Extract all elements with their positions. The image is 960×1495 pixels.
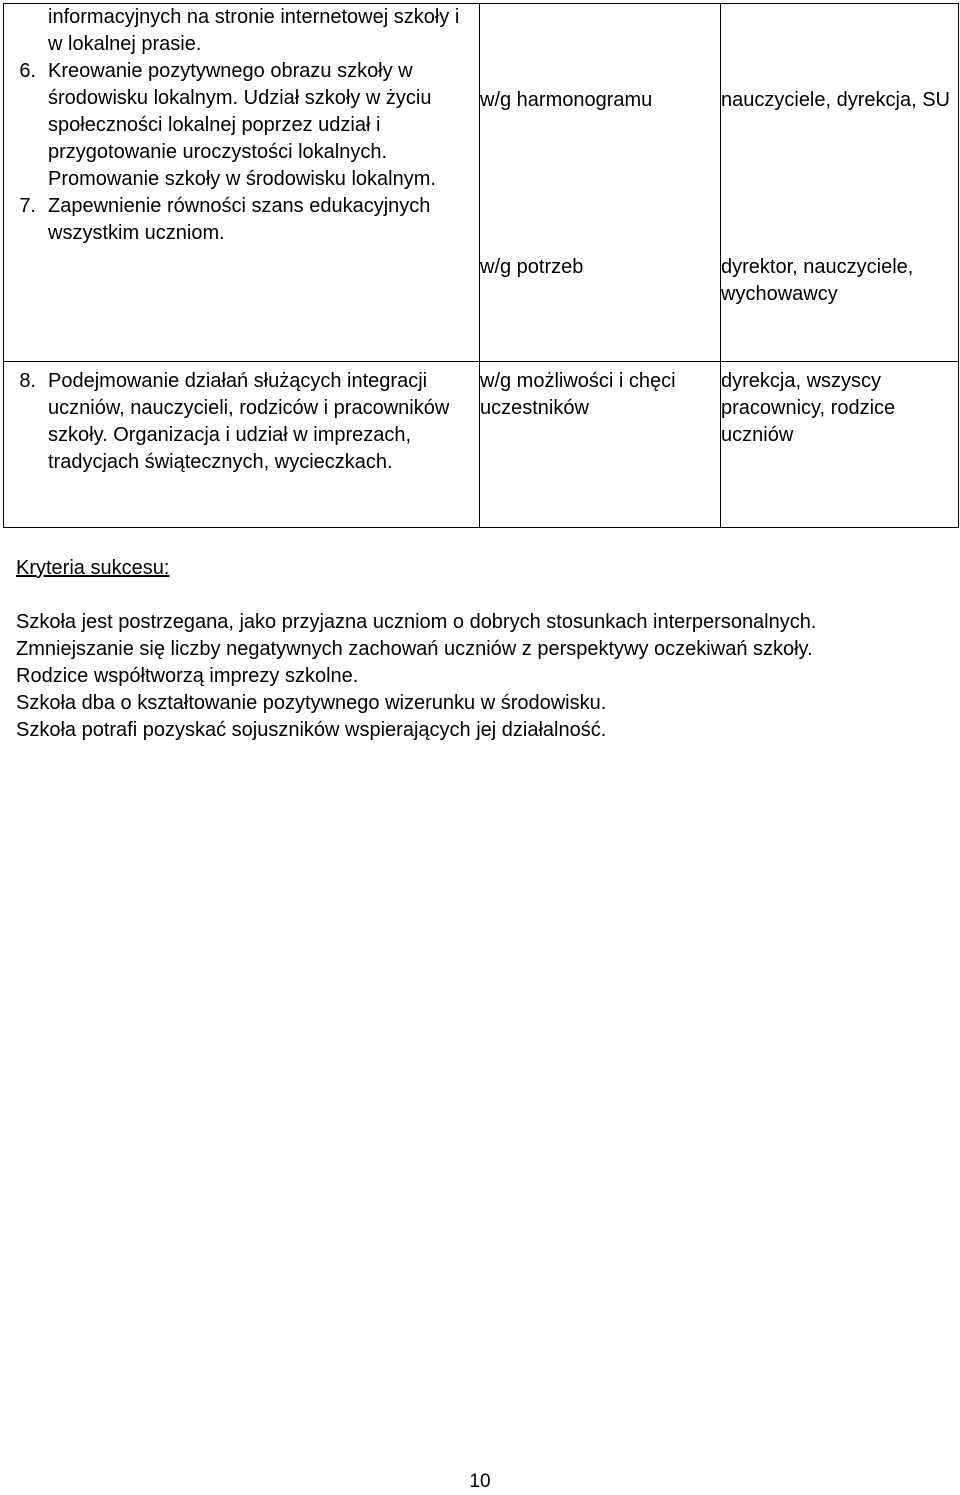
success-criteria-list — [16, 609, 946, 744]
task-continuation-text: informacyjnych na stronie internetowej szkoły i w lokalnej prasie. — [48, 6, 460, 55]
term-cell — [480, 4, 721, 362]
task-text: Zapewnienie równości szans edukacyjnych wszystkim uczniom. — [48, 195, 431, 244]
activity-plan-table — [3, 3, 959, 528]
task-item-7 — [4, 193, 479, 247]
list-item: Zmniejszanie się liczby negatywnych zachowań uczniów z perspektywy oczekiwań szkoły. — [16, 638, 813, 660]
list-item: Szkoła potrafi pozyskać sojuszników wspierających jej działalność. — [16, 719, 607, 741]
term-text: w/g potrzeb — [480, 256, 584, 278]
list-item: Szkoła dba o kształtowanie pozytywnego wizerunku w środowisku. — [16, 692, 607, 714]
responsible-text: dyrektor, nauczyciele, wychowawcy — [721, 256, 914, 305]
term-text: w/g harmonogramu — [480, 89, 653, 111]
task-text: Podejmowanie działań służących integracji uczniów, nauczycieli, rodziców i pracowników szkoły. Organizacja i udział w imprezach, tradycjach świątecznych, wycieczkach. — [48, 370, 450, 473]
success-criteria-section — [16, 555, 946, 744]
responsible-text: nauczyciele, dyrekcja, SU — [721, 89, 950, 111]
term-cell — [480, 362, 721, 528]
responsible-cell — [721, 4, 959, 362]
table-row — [4, 362, 959, 528]
page-number: 10 — [469, 1471, 491, 1492]
responsible-text: dyrekcja, wszyscy pracownicy, rodzice uczniów — [721, 370, 896, 446]
term-text: w/g możliwości i chęci uczestników — [480, 370, 676, 419]
success-criteria-heading: Kryteria sukcesu: — [16, 557, 170, 579]
responsible-cell — [721, 362, 959, 528]
list-item: Szkoła jest postrzegana, jako przyjazna uczniom o dobrych stosunkach interpersonalnych. — [16, 611, 817, 633]
list-item: Rodzice współtworzą imprezy szkolne. — [16, 665, 359, 687]
task-number: 8. — [19, 370, 36, 392]
task-item-8 — [4, 368, 479, 476]
table-row — [4, 4, 959, 362]
task-item-6 — [4, 58, 479, 193]
task-text: Kreowanie pozytywnego obrazu szkoły w środowisku lokalnym. Udział szkoły w życiu społeczności lokalnej poprzez udział i przygotowanie uroczystości lokalnych. Promowanie szkoły w środowisku lokalnym. — [48, 60, 436, 190]
task-number: 6. — [19, 60, 36, 82]
task-cell — [4, 362, 480, 528]
task-cell — [4, 4, 480, 362]
task-number: 7. — [19, 195, 36, 217]
